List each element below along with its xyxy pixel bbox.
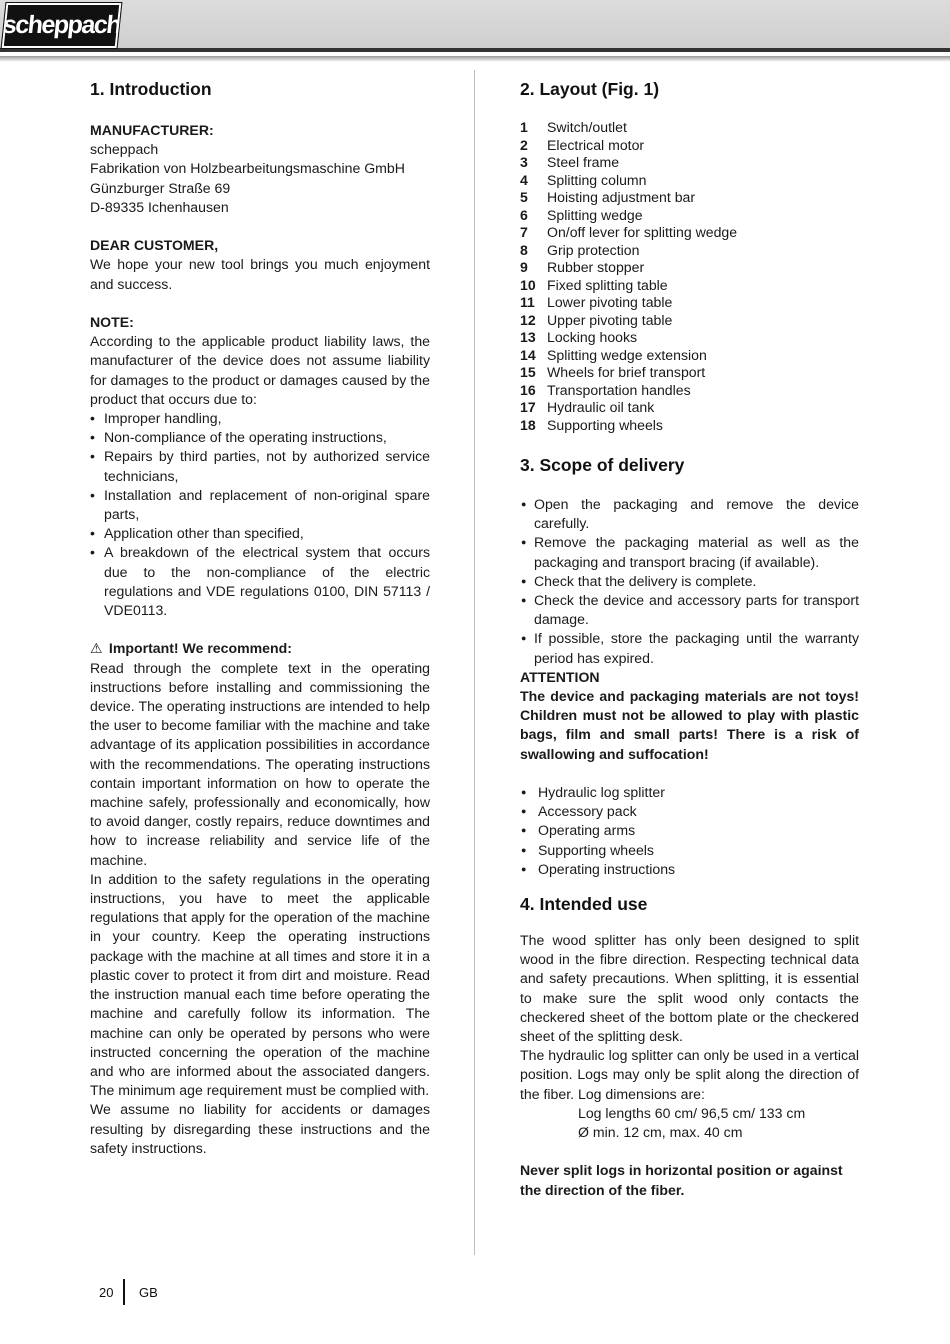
layout-item-label: Rubber stopper xyxy=(547,259,645,275)
intended-use-paragraph: The hydraulic log splitter can only be used in a vertical position. Logs may only be split along the direction of the fiber. Log dimensions are: xyxy=(520,1047,859,1102)
layout-item-number: 16 xyxy=(520,381,536,398)
layout-item xyxy=(520,382,859,400)
intended-use-heading: 4. Intended use xyxy=(520,894,648,915)
footer-divider xyxy=(123,1279,125,1305)
right-column xyxy=(520,76,859,1200)
layout-item-number: 4 xyxy=(520,171,528,188)
left-column xyxy=(90,76,430,1158)
layout-item-label: Transportation handles xyxy=(547,381,691,398)
layout-item-number: 18 xyxy=(520,416,536,433)
layout-item-label: Fixed splitting table xyxy=(547,276,668,293)
layout-item xyxy=(520,347,859,365)
layout-item xyxy=(520,312,859,330)
layout-item xyxy=(520,242,859,260)
introduction-heading: 1. Introduction xyxy=(90,79,212,99)
layout-item xyxy=(520,329,859,347)
layout-item-number: 13 xyxy=(520,329,536,345)
never-split-warning: Never split logs in horizontal position or against the direction of the fiber. xyxy=(520,1162,843,1198)
layout-item xyxy=(520,294,859,312)
layout-item-label: Electrical motor xyxy=(547,136,645,153)
list-item: • Installation and replacement of non-original spare parts, xyxy=(90,486,430,524)
log-lengths: Log lengths 60 cm/ 96,5 cm/ 133 cm xyxy=(578,1104,806,1121)
layout-item-label: Lower pivoting table xyxy=(547,294,673,310)
manufacturer-line: Günzburger Straße 69 xyxy=(90,179,231,196)
layout-item-label: Supporting wheels xyxy=(547,416,663,433)
page-number: 20 xyxy=(99,1285,114,1300)
list-item: ● Accessory pack xyxy=(520,802,859,821)
layout-item-label: Splitting column xyxy=(547,171,647,188)
attention-label: ATTENTION xyxy=(520,668,600,685)
dear-customer-label: DEAR CUSTOMER, xyxy=(90,237,219,254)
layout-item xyxy=(520,277,859,295)
list-item: • A breakdown of the electrical system that occurs due to the non-compliance of the electric regulations and VDE regulations 0100, DIN 57113 / VDE0113. xyxy=(90,543,430,620)
manufacturer-line: scheppach xyxy=(90,141,159,158)
layout-item-number: 8 xyxy=(520,241,528,258)
note-text: According to the applicable product liability laws, the manufacturer of the device does not assume liability for damages to the product or damages caused by the product that occurs due to: xyxy=(90,333,430,407)
intended-use-paragraph: The wood splitter has only been designed to split wood in the fibre direction. Respecting technical data and safety precautions. When splitting, it is essential to make sure the split wood only contacts the checkered sheet of the bottom plate or the checkered sheet of the splitting desk. xyxy=(520,932,859,1045)
layout-item-label: Steel frame xyxy=(547,154,620,170)
layout-item-label: Splitting wedge xyxy=(547,206,643,223)
layout-item-number: 9 xyxy=(520,259,528,275)
layout-item-number: 6 xyxy=(520,206,528,223)
list-item: ● If possible, store the packaging until the warranty period has expired. xyxy=(520,629,859,667)
log-diameter: Ø min. 12 cm, max. 40 cm xyxy=(578,1124,743,1141)
manufacturer-address xyxy=(90,140,430,217)
layout-item-label: Locking hooks xyxy=(547,329,638,345)
important-label: Important! We recommend: xyxy=(108,640,292,657)
layout-item-number: 1 xyxy=(520,119,528,135)
layout-item xyxy=(520,154,859,172)
layout-item-label: Grip protection xyxy=(547,241,640,258)
layout-item-number: 3 xyxy=(520,154,528,170)
layout-item-label: Upper pivoting table xyxy=(547,311,673,328)
important-heading xyxy=(90,639,430,658)
layout-item xyxy=(520,172,859,190)
important-paragraph: In addition to the safety regulations in the operating instructions, you have to meet the applicable regulations that apply for the operation of the machine in your country. Keep the operating instructions package with the machine at all times and store it in a plastic cover to protect it from dirt and moisture. Read the instruction manual each time before operating the machine and carefully follow its information. The machine can only be operated by persons who were instructed concerning the operation of the machine and who are informed about the associated dangers. The minimum age requirement must be complied with. xyxy=(90,870,430,1099)
layout-item xyxy=(520,189,859,207)
layout-item-number: 14 xyxy=(520,346,536,363)
layout-item-number: 15 xyxy=(520,364,536,380)
layout-item xyxy=(520,259,859,277)
scheppach-logo: scheppach xyxy=(2,3,122,48)
list-item: ● Operating arms xyxy=(520,821,859,840)
list-item: ● Check the device and accessory parts for transport damage. xyxy=(520,591,859,629)
layout-item-number: 7 xyxy=(520,224,528,240)
layout-item-label: Hydraulic oil tank xyxy=(547,399,655,415)
manufacturer-line: Fabrikation von Holzbearbeitungsmaschine GmbH xyxy=(90,160,405,177)
layout-item xyxy=(520,207,859,225)
list-item: ● Operating instructions xyxy=(520,860,859,879)
layout-parts-list xyxy=(520,119,859,434)
layout-item-label: Splitting wedge extension xyxy=(547,346,707,363)
scope-heading: 3. Scope of delivery xyxy=(520,455,685,475)
manufacturer-line: D-89335 Ichenhausen xyxy=(90,198,229,215)
layout-heading: 2. Layout (Fig. 1) xyxy=(520,79,660,99)
list-item: ● Remove the packaging material as well as the packaging and transport bracing (if available). xyxy=(520,533,859,571)
column-divider xyxy=(474,70,475,1255)
layout-item-label: Wheels for brief transport xyxy=(547,364,706,380)
manufacturer-label: MANUFACTURER: xyxy=(90,122,214,138)
warning-triangle-icon: ⚠ xyxy=(90,640,103,657)
important-paragraph: Read through the complete text in the operating instructions before installing and commissioning the device. The operating instructions are intended to help the user to become familiar with the machine and take advantage of its application possibilities in accordance with the recommendations. The operating instructions contain important information on how to operate the machine safely, professionally and economically, how to avoid danger, costly repairs, reduce downtimes and how to increase reliability and service life of the machine. xyxy=(90,659,430,868)
layout-item-number: 11 xyxy=(520,294,535,310)
layout-item-label: Switch/outlet xyxy=(547,119,627,135)
layout-item-number: 2 xyxy=(520,136,528,153)
important-paragraph: We assume no liability for accidents or damages resulting by disregarding these instructions and the safety instructions. xyxy=(90,1101,430,1156)
delivery-list xyxy=(520,783,859,879)
layout-item-number: 12 xyxy=(520,311,536,328)
layout-item-number: 17 xyxy=(520,399,536,415)
note-list xyxy=(90,409,430,620)
list-item: ● Check that the delivery is complete. xyxy=(520,572,859,591)
scope-list xyxy=(520,495,859,668)
page-header xyxy=(0,0,950,52)
layout-item-label: Hoisting adjustment bar xyxy=(547,189,696,205)
list-item: ● Supporting wheels xyxy=(520,841,859,860)
layout-item xyxy=(520,364,859,382)
list-item: • Non-compliance of the operating instructions, xyxy=(90,428,430,447)
dear-customer-text: We hope your new tool brings you much enjoyment and success. xyxy=(90,256,430,292)
layout-item xyxy=(520,399,859,417)
layout-item xyxy=(520,137,859,155)
list-item: • Repairs by third parties, not by authorized service technicians, xyxy=(90,447,430,485)
layout-item xyxy=(520,224,859,242)
list-item: ● Open the packaging and remove the device carefully. xyxy=(520,495,859,533)
layout-item xyxy=(520,119,859,137)
list-item: • Application other than specified, xyxy=(90,524,430,543)
layout-item-number: 10 xyxy=(520,276,536,293)
layout-item xyxy=(520,417,859,435)
list-item: ● Hydraulic log splitter xyxy=(520,783,859,802)
header-shadow xyxy=(0,56,950,62)
attention-text: The device and packaging materials are not toys! Children must not be allowed to play with plastic bags, film and small parts! There is a risk of swallowing and suffocation! xyxy=(520,688,859,762)
note-label: NOTE: xyxy=(90,314,134,330)
language-code: GB xyxy=(139,1285,158,1300)
layout-item-label: On/off lever for splitting wedge xyxy=(547,224,738,240)
list-item: • Improper handling, xyxy=(90,409,430,428)
layout-item-number: 5 xyxy=(520,189,528,205)
